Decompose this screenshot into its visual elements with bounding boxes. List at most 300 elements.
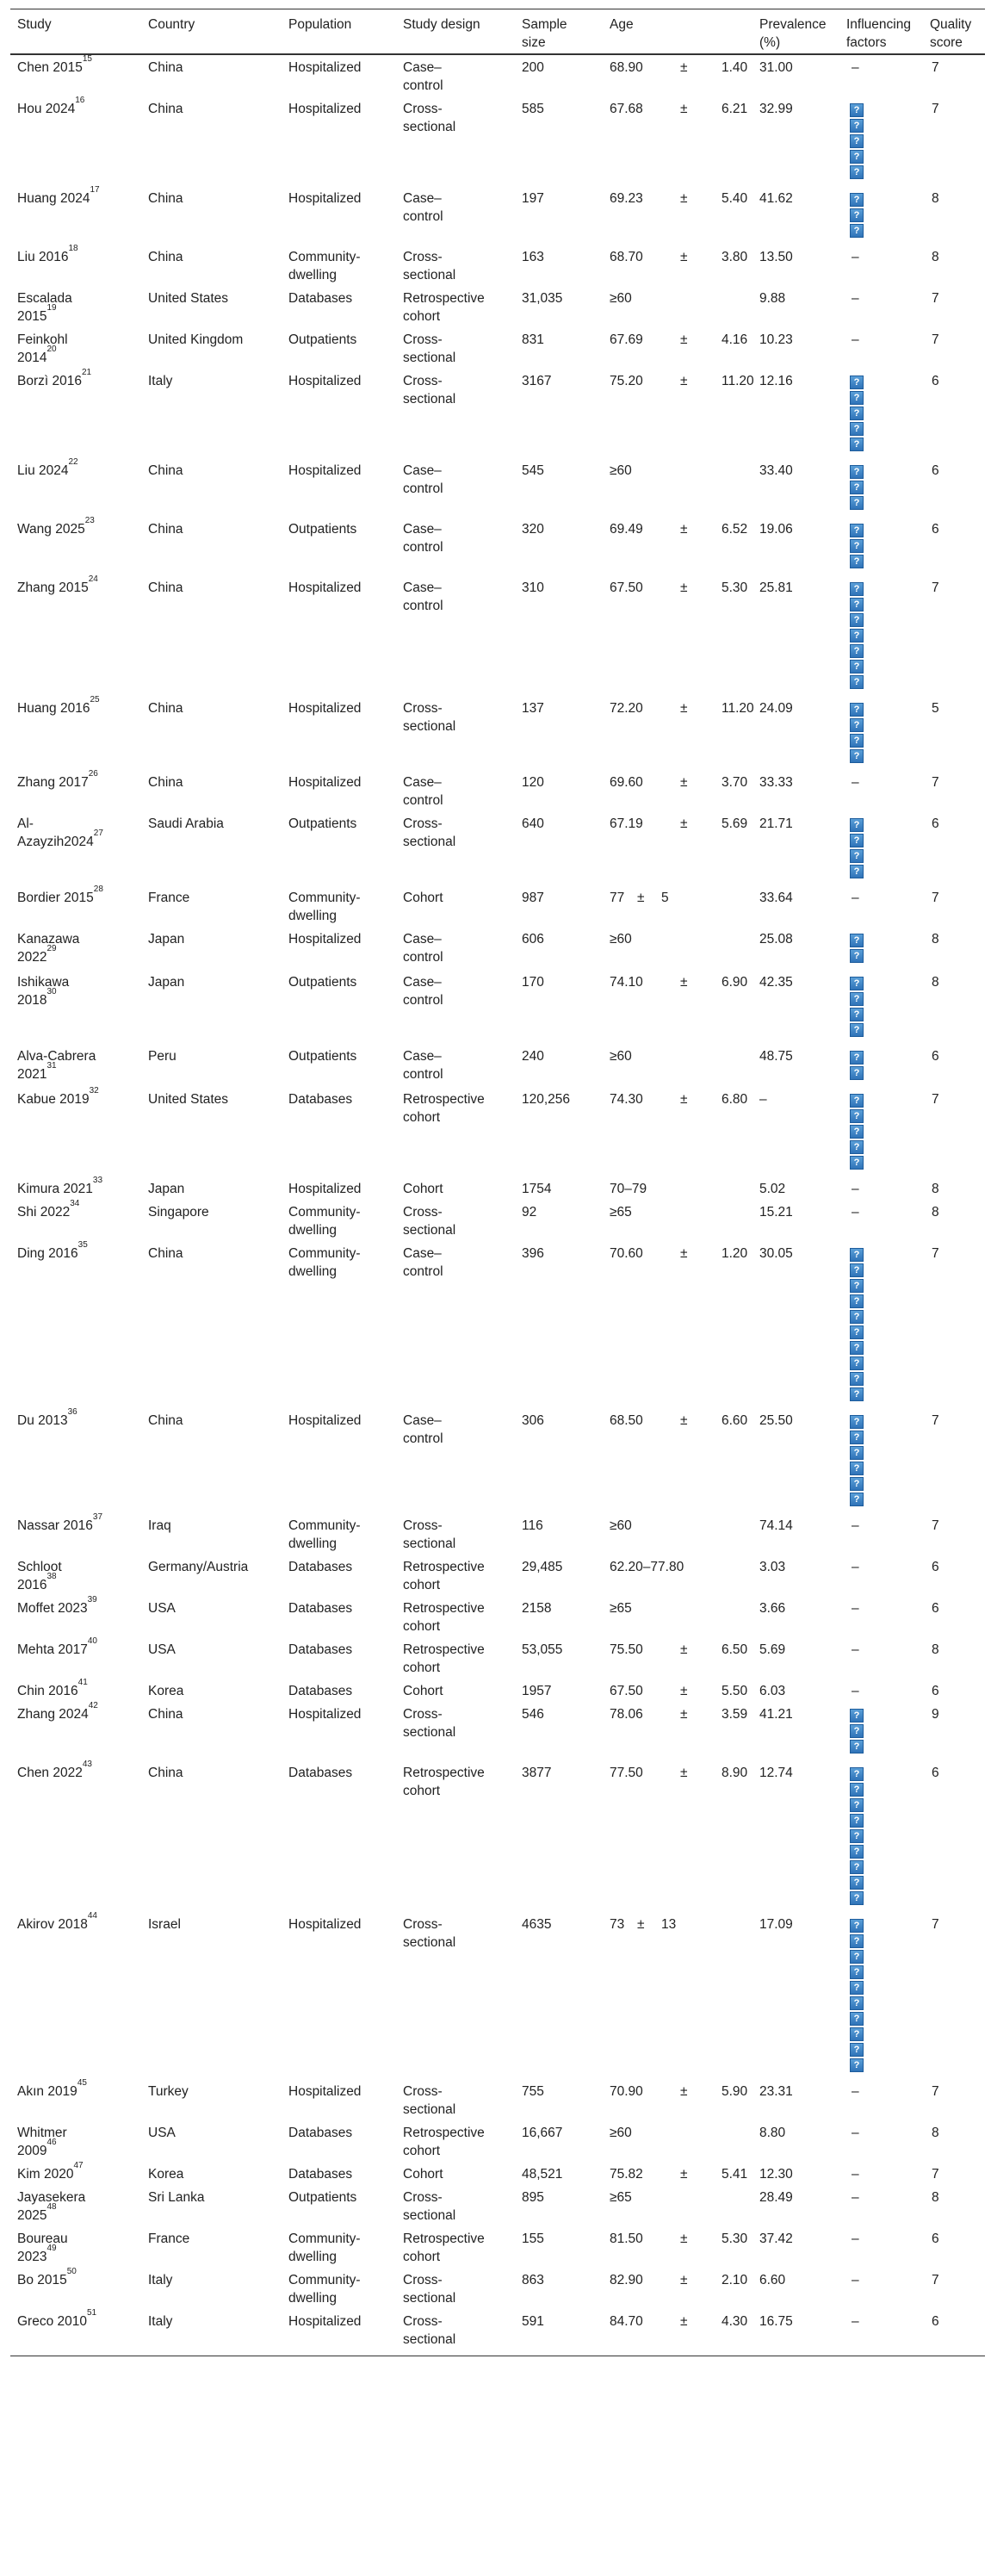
- factor-icon: ?: [850, 119, 864, 133]
- header-population: Population: [288, 17, 352, 32]
- study-name: Liu 2016: [17, 250, 69, 264]
- factor-icon: ?: [850, 555, 864, 568]
- country-cell: China: [148, 580, 183, 595]
- design-cell: Cross- sectional: [403, 250, 456, 282]
- country-cell: Italy: [148, 2314, 173, 2329]
- factor-icon: ?: [850, 992, 864, 1006]
- reference-number: 19: [46, 302, 57, 313]
- prevalence-cell: 12.74: [759, 1766, 793, 1780]
- sample-size-cell: 320: [522, 522, 544, 537]
- factor-icon: ?: [850, 539, 864, 553]
- age-mean: 72.20: [610, 701, 643, 716]
- quality-score-cell: 7: [932, 1518, 939, 1533]
- factor-icon: ?: [850, 1965, 864, 1979]
- age-sd: 5.90: [722, 2084, 748, 2099]
- factor-icon: ?: [850, 734, 864, 748]
- age-mean: 70.90: [610, 2084, 643, 2099]
- prevalence-cell: 24.09: [759, 701, 793, 716]
- age-plus-minus: ±: [680, 580, 688, 595]
- country-cell: China: [148, 1413, 183, 1428]
- sample-size-cell: 545: [522, 463, 544, 478]
- study-cell: [17, 53, 92, 77]
- design-cell: Cross- sectional: [403, 1917, 456, 1950]
- study-cell: [17, 243, 78, 266]
- population-cell: Hospitalized: [288, 102, 362, 116]
- age-mean: 67.68: [610, 102, 643, 116]
- design-cell: Cross- sectional: [403, 816, 456, 849]
- prevalence-cell: 37.42: [759, 2231, 793, 2246]
- factor-icon: ?: [850, 1783, 864, 1797]
- reference-number: 51: [87, 2307, 97, 2318]
- factor-icon: ?: [850, 675, 864, 689]
- design-cell: Cohort: [403, 1182, 443, 1196]
- quality-score-cell: 6: [932, 1049, 939, 1064]
- study-cell: [17, 1700, 98, 1723]
- prevalence-cell: 48.75: [759, 1049, 793, 1064]
- study-name: Alva-Cabrera 2021: [17, 1049, 96, 1082]
- age-mean: 69.49: [610, 522, 643, 537]
- design-cell: Cross- sectional: [403, 102, 456, 134]
- study-name: Borzì 2016: [17, 374, 82, 388]
- study-cell: [17, 289, 72, 326]
- study-name: Moffet 2023: [17, 1601, 88, 1616]
- study-cell: [17, 2124, 67, 2160]
- study-name: Mehta 2017: [17, 1642, 88, 1657]
- country-cell: Japan: [148, 1182, 185, 1196]
- factor-icon: ?: [850, 2012, 864, 2026]
- study-cell: [17, 2188, 85, 2225]
- factor-icon: ?: [850, 224, 864, 238]
- sample-size-cell: 863: [522, 2273, 544, 2287]
- prevalence-cell: 30.05: [759, 1246, 793, 1261]
- age-cell: ≥60: [610, 1518, 632, 1533]
- age-sd: 6.90: [722, 975, 748, 990]
- reference-number: 25: [90, 694, 100, 705]
- country-cell: United Kingdom: [148, 332, 244, 347]
- country-cell: China: [148, 1766, 183, 1780]
- prevalence-cell: 3.03: [759, 1560, 786, 1574]
- factor-icon: ?: [850, 977, 864, 990]
- quality-score-cell: 7: [932, 2167, 939, 2182]
- age-sd: 6.21: [722, 102, 748, 116]
- study-cell: [17, 456, 78, 480]
- age-sd: 5: [661, 891, 669, 905]
- population-cell: Hospitalized: [288, 1917, 362, 1932]
- quality-score-cell: 8: [932, 1642, 939, 1657]
- factor-icon: ?: [850, 407, 864, 420]
- quality-score-cell: 6: [932, 1601, 939, 1616]
- study-cell: [17, 331, 68, 367]
- design-cell: Retrospective cohort: [403, 1092, 485, 1125]
- study-cell: [17, 2266, 77, 2289]
- age-cell: ≥60: [610, 2126, 632, 2140]
- prevalence-cell: 10.23: [759, 332, 793, 347]
- country-cell: Singapore: [148, 1205, 209, 1220]
- design-cell: Retrospective cohort: [403, 1601, 485, 1634]
- design-cell: Case– control: [403, 1049, 443, 1082]
- factor-icon: ?: [850, 422, 864, 436]
- sample-size-cell: 4635: [522, 1917, 552, 1932]
- country-cell: Japan: [148, 932, 185, 947]
- study-cell: [17, 815, 103, 851]
- design-cell: Cross- sectional: [403, 2190, 456, 2223]
- study-name: Bo 2015: [17, 2273, 67, 2287]
- population-cell: Databases: [288, 1601, 353, 1616]
- age-sd: 3.70: [722, 775, 748, 790]
- population-cell: Outpatients: [288, 522, 357, 537]
- age-mean: 69.60: [610, 775, 643, 790]
- factor-icon: ?: [850, 1477, 864, 1491]
- country-cell: Italy: [148, 374, 173, 388]
- design-cell: Cohort: [403, 2167, 443, 2182]
- prevalence-cell: 21.71: [759, 816, 793, 831]
- quality-score-cell: 7: [932, 332, 939, 347]
- age-mean: 81.50: [610, 2231, 643, 2246]
- age-mean: 74.30: [610, 1092, 643, 1107]
- quality-score-cell: 7: [932, 1246, 939, 1261]
- study-name: Schloot 2016: [17, 1560, 62, 1592]
- population-cell: Hospitalized: [288, 580, 362, 595]
- quality-score-cell: 7: [932, 2273, 939, 2287]
- study-name: Kabue 2019: [17, 1092, 90, 1107]
- quality-score-cell: 7: [932, 291, 939, 306]
- age-mean: 68.70: [610, 250, 643, 264]
- study-name: Kanazawa 2022: [17, 932, 80, 965]
- study-name: Whitmer 2009: [17, 2126, 67, 2158]
- population-cell: Outpatients: [288, 1049, 357, 1064]
- sample-size-cell: 3877: [522, 1766, 552, 1780]
- design-cell: Case– control: [403, 463, 443, 496]
- sample-size-cell: 895: [522, 2190, 544, 2205]
- prevalence-cell: 33.33: [759, 775, 793, 790]
- study-cell: [17, 95, 85, 118]
- age-mean: 67.50: [610, 580, 643, 595]
- design-cell: Retrospective cohort: [403, 2126, 485, 2158]
- study-name: Ishikawa 2018: [17, 975, 70, 1008]
- factor-icon: ?: [850, 1740, 864, 1754]
- factor-icon: ?: [850, 103, 864, 117]
- study-cell: [17, 367, 92, 390]
- age-mean: 69.23: [610, 191, 643, 206]
- reference-number: 32: [89, 1085, 99, 1096]
- country-cell: China: [148, 775, 183, 790]
- sample-size-cell: 170: [522, 975, 544, 990]
- quality-score-cell: 8: [932, 191, 939, 206]
- prevalence-cell: 6.03: [759, 1684, 786, 1698]
- prevalence-cell: –: [759, 1092, 767, 1107]
- quality-score-cell: 7: [932, 1092, 939, 1107]
- reference-number: 36: [67, 1406, 77, 1417]
- header-sample-size: Sample size: [522, 17, 567, 50]
- country-cell: Japan: [148, 975, 185, 990]
- study-name: Zhang 2015: [17, 580, 89, 595]
- age-plus-minus: ±: [680, 1707, 688, 1722]
- study-name: Chin 2016: [17, 1684, 78, 1698]
- prevalence-cell: 3.66: [759, 1601, 786, 1616]
- design-cell: Cohort: [403, 891, 443, 905]
- country-cell: USA: [148, 2126, 176, 2140]
- factor-icon: ?: [850, 1125, 864, 1139]
- country-cell: USA: [148, 1601, 176, 1616]
- age-plus-minus: ±: [680, 191, 688, 206]
- reference-number: 49: [46, 2243, 57, 2253]
- prevalence-cell: 74.14: [759, 1518, 793, 1533]
- age-mean: 67.19: [610, 816, 643, 831]
- influencing-factors-none: –: [852, 250, 859, 264]
- age-cell: ≥60: [610, 291, 632, 306]
- sample-size-cell: 2158: [522, 1601, 552, 1616]
- study-name: Zhang 2024: [17, 1707, 89, 1722]
- design-cell: Case– control: [403, 932, 443, 965]
- sample-size-cell: 606: [522, 932, 544, 947]
- prevalence-cell: 17.09: [759, 1917, 793, 1932]
- country-cell: China: [148, 60, 183, 75]
- factor-icon: ?: [850, 134, 864, 148]
- population-cell: Hospitalized: [288, 2084, 362, 2099]
- reference-number: 20: [46, 344, 57, 354]
- age-plus-minus: ±: [680, 522, 688, 537]
- quality-score-cell: 8: [932, 932, 939, 947]
- sample-size-cell: 137: [522, 701, 544, 716]
- design-cell: Case– control: [403, 1246, 443, 1279]
- population-cell: Hospitalized: [288, 701, 362, 716]
- factor-icon: ?: [850, 1829, 864, 1843]
- prevalence-cell: 8.80: [759, 2126, 786, 2140]
- influencing-factors-none: –: [852, 1684, 859, 1698]
- design-cell: Case– control: [403, 60, 443, 93]
- population-cell: Community- dwelling: [288, 1246, 361, 1279]
- age-cell: ≥65: [610, 1205, 632, 1220]
- population-cell: Databases: [288, 1766, 353, 1780]
- study-name: Feinkohl 2014: [17, 332, 68, 365]
- design-cell: Retrospective cohort: [403, 1642, 485, 1675]
- factor-icon: ?: [850, 613, 864, 627]
- study-name: Shi 2022: [17, 1205, 71, 1220]
- factor-icon: ?: [850, 1860, 864, 1874]
- influencing-factors-none: –: [852, 291, 859, 306]
- factor-icon: ?: [850, 1294, 864, 1308]
- quality-score-cell: 7: [932, 775, 939, 790]
- prevalence-cell: 41.62: [759, 191, 793, 206]
- age-cell: ≥65: [610, 1601, 632, 1616]
- factor-icon: ?: [850, 818, 864, 832]
- sample-size-cell: 92: [522, 1205, 537, 1220]
- reference-number: 21: [81, 367, 92, 377]
- study-cell: [17, 1511, 103, 1535]
- age-plus-minus: ±: [680, 374, 688, 388]
- age-sd: 6.52: [722, 522, 748, 537]
- design-cell: Retrospective cohort: [403, 2231, 485, 2264]
- age-sd: 8.90: [722, 1766, 748, 1780]
- factor-icon: ?: [850, 208, 864, 222]
- prevalence-cell: 23.31: [759, 2084, 793, 2099]
- quality-score-cell: 8: [932, 1205, 939, 1220]
- population-cell: Hospitalized: [288, 463, 362, 478]
- study-cell: [17, 694, 100, 717]
- country-cell: China: [148, 1707, 183, 1722]
- factor-icon: ?: [850, 1446, 864, 1460]
- country-cell: Peru: [148, 1049, 177, 1064]
- reference-number: 45: [77, 2077, 87, 2088]
- study-name: Ding 2016: [17, 1246, 78, 1261]
- age-cell: 62.20–77.80: [610, 1560, 684, 1574]
- factor-icon: ?: [850, 1798, 864, 1812]
- reference-number: 34: [70, 1198, 80, 1208]
- reference-number: 26: [88, 768, 98, 779]
- study-cell: [17, 184, 100, 208]
- factor-icon: ?: [850, 1356, 864, 1370]
- factor-icon: ?: [850, 165, 864, 179]
- age-sd: 5.30: [722, 580, 748, 595]
- reference-number: 42: [88, 1700, 98, 1710]
- reference-number: 30: [46, 986, 57, 996]
- age-cell: ≥65: [610, 2190, 632, 2205]
- design-cell: Cross- sectional: [403, 2273, 456, 2306]
- design-cell: Case– control: [403, 522, 443, 555]
- factor-icon: ?: [850, 1709, 864, 1723]
- factor-icon: ?: [850, 1372, 864, 1386]
- age-plus-minus: ±: [680, 1413, 688, 1428]
- population-cell: Hospitalized: [288, 191, 362, 206]
- factor-icon: ?: [850, 1415, 864, 1429]
- reference-number: 37: [92, 1511, 103, 1522]
- factor-icon: ?: [850, 193, 864, 207]
- age-sd: 6.60: [722, 1413, 748, 1428]
- reference-number: 38: [46, 1571, 57, 1581]
- reference-number: 31: [46, 1060, 57, 1071]
- factor-icon: ?: [850, 849, 864, 863]
- prevalence-cell: 12.30: [759, 2167, 793, 2182]
- sample-size-cell: 591: [522, 2314, 544, 2329]
- factor-icon: ?: [850, 1279, 864, 1293]
- age-mean: 77.50: [610, 1766, 643, 1780]
- prevalence-cell: 31.00: [759, 60, 793, 75]
- age-plus-minus: ±: [680, 2167, 688, 2182]
- quality-score-cell: 6: [932, 1766, 939, 1780]
- prevalence-cell: 41.21: [759, 1707, 793, 1722]
- factor-icon: ?: [850, 1325, 864, 1339]
- factor-icon: ?: [850, 934, 864, 947]
- reference-number: 33: [92, 1175, 103, 1185]
- sample-size-cell: 310: [522, 580, 544, 595]
- influencing-factors-none: –: [852, 2190, 859, 2205]
- factor-icon: ?: [850, 703, 864, 717]
- sample-size-cell: 831: [522, 332, 544, 347]
- study-name: Wang 2025: [17, 522, 85, 537]
- age-sd: 3.80: [722, 250, 748, 264]
- population-cell: Databases: [288, 2167, 353, 2182]
- sample-size-cell: 1957: [522, 1684, 552, 1698]
- factor-icon: ?: [850, 1310, 864, 1324]
- factor-icon: ?: [850, 150, 864, 164]
- reference-number: 29: [46, 943, 57, 953]
- reference-number: 46: [46, 2137, 57, 2147]
- prevalence-cell: 33.64: [759, 891, 793, 905]
- age-sd: 6.50: [722, 1642, 748, 1657]
- quality-score-cell: 6: [932, 2314, 939, 2329]
- influencing-factors-none: –: [852, 2314, 859, 2329]
- country-cell: China: [148, 102, 183, 116]
- header-rule: [10, 53, 985, 55]
- age-sd: 4.30: [722, 2314, 748, 2329]
- country-cell: Germany/Austria: [148, 1560, 249, 1574]
- age-plus-minus: ±: [680, 60, 688, 75]
- prevalence-cell: 25.81: [759, 580, 793, 595]
- reference-number: 17: [90, 184, 100, 195]
- age-plus-minus: ±: [680, 2231, 688, 2246]
- quality-score-cell: 8: [932, 1182, 939, 1196]
- quality-score-cell: 8: [932, 2126, 939, 2140]
- country-cell: France: [148, 2231, 190, 2246]
- design-cell: Retrospective cohort: [403, 1560, 485, 1592]
- influencing-factors-none: –: [852, 2167, 859, 2182]
- factor-icon: ?: [850, 1493, 864, 1506]
- population-cell: Databases: [288, 1560, 353, 1574]
- sample-size-cell: 48,521: [522, 2167, 563, 2182]
- study-cell: [17, 930, 79, 966]
- country-cell: Israel: [148, 1917, 181, 1932]
- factor-icon: ?: [850, 865, 864, 878]
- factor-icon: ?: [850, 1981, 864, 1995]
- prevalence-cell: 32.99: [759, 102, 793, 116]
- sample-size-cell: 200: [522, 60, 544, 75]
- study-cell: [17, 1198, 80, 1221]
- country-cell: China: [148, 463, 183, 478]
- sample-size-cell: 306: [522, 1413, 544, 1428]
- sample-size-cell: 120: [522, 775, 544, 790]
- influencing-factors-none: –: [852, 2273, 859, 2287]
- factor-icon: ?: [850, 1156, 864, 1170]
- factor-icon: ?: [850, 496, 864, 510]
- sample-size-cell: 396: [522, 1246, 544, 1261]
- influencing-factors-none: –: [852, 2231, 859, 2246]
- prevalence-cell: 5.69: [759, 1642, 786, 1657]
- influencing-factors-none: –: [852, 332, 859, 347]
- sample-size-cell: 155: [522, 2231, 544, 2246]
- age-plus-minus: ±: [680, 816, 688, 831]
- age-plus-minus: ±: [680, 2084, 688, 2099]
- population-cell: Hospitalized: [288, 1413, 362, 1428]
- factor-icon: ?: [850, 1767, 864, 1781]
- factor-icon: ?: [850, 1724, 864, 1738]
- study-name: Liu 2024: [17, 463, 69, 478]
- factor-icon: ?: [850, 1919, 864, 1933]
- factor-icon: ?: [850, 1263, 864, 1277]
- reference-number: 48: [46, 2201, 57, 2212]
- population-cell: Outpatients: [288, 816, 357, 831]
- influencing-factors-none: –: [852, 1182, 859, 1196]
- population-cell: Outpatients: [288, 2190, 357, 2205]
- design-cell: Cross- sectional: [403, 701, 456, 734]
- age-mean: 68.50: [610, 1413, 643, 1428]
- study-cell: [17, 1085, 99, 1108]
- factor-icon: ?: [850, 1008, 864, 1021]
- quality-score-cell: 6: [932, 1684, 939, 1698]
- reference-number: 43: [82, 1759, 92, 1769]
- design-cell: Retrospective cohort: [403, 291, 485, 324]
- study-name: Kim 2020: [17, 2167, 74, 2182]
- prevalence-cell: 6.60: [759, 2273, 786, 2287]
- sample-size-cell: 987: [522, 891, 544, 905]
- population-cell: Community- dwelling: [288, 250, 361, 282]
- study-name: Hou 2024: [17, 102, 76, 116]
- study-name: Zhang 2017: [17, 775, 89, 790]
- study-cell: [17, 1677, 88, 1700]
- age-plus-minus: ±: [680, 2273, 688, 2287]
- factor-icon: ?: [850, 1996, 864, 2010]
- age-plus-minus: ±: [680, 2314, 688, 2329]
- age-plus-minus: ±: [680, 1246, 688, 1261]
